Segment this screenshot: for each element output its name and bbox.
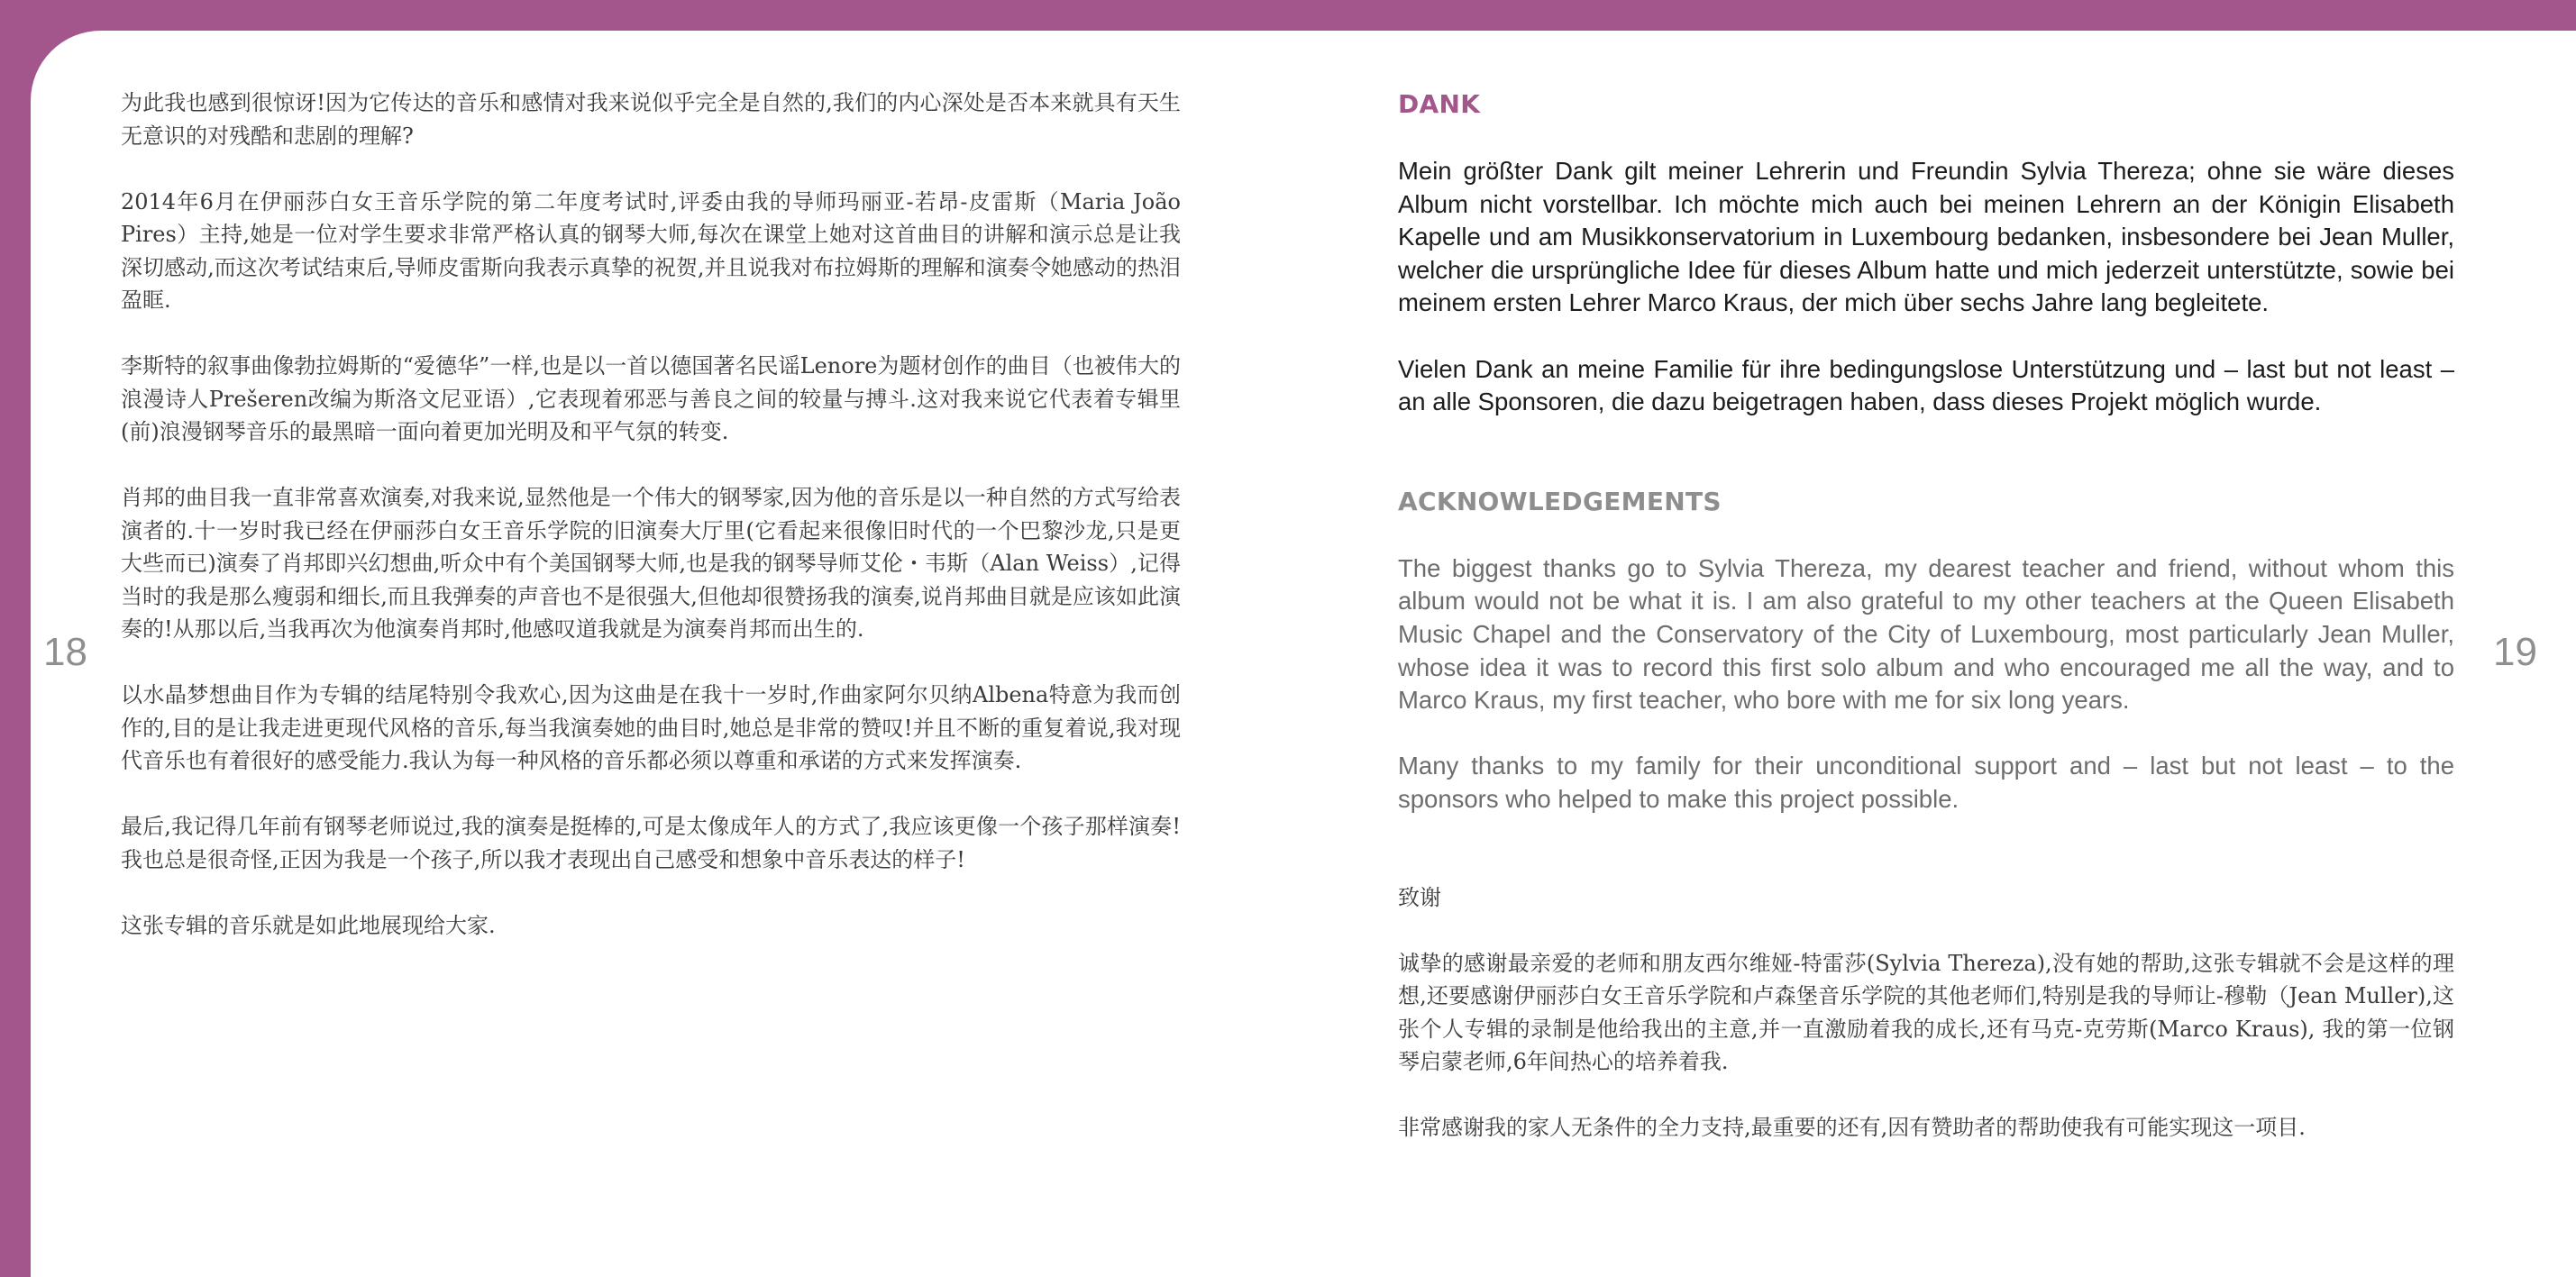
german-paragraph: Vielen Dank an meine Familie für ihre bedingungslose Unterstützung und – last but not least – an alle Sponsoren, die dazu beigetragen haben, dass dieses Projekt möglich wurde. — [1398, 354, 2454, 416]
english-paragraph: Many thanks to my family for their unconditional support and – last but not least – to the sponsors who helped to make this project possible. — [1398, 752, 2454, 813]
chinese-paragraph: 2014年6月在伊丽莎白女王音乐学院的第二年度考试时,评委由我的导师玛丽亚-若昂-皮雷斯（Maria João Pires）主持,她是一位对学生要求非常严格认真的钢琴大师,每次在课堂上她对这首曲目的讲解和演示总是让我深切感动,而这次考试结束后,导师皮雷斯向我表示真挚的祝贺,并且说我对布拉姆斯的理解和演奏令她感动的热泪盈眶. — [121, 188, 1181, 313]
chinese-heading: 致谢 — [1398, 884, 1441, 910]
chinese-paragraph: 为此我也感到很惊讶!因为它传达的音乐和感情对我来说似乎完全是自然的,我们的内心深处是否本来就具有天生无意识的对残酷和悲剧的理解? — [121, 90, 1181, 149]
right-page-column — [1398, 87, 2454, 1177]
english-paragraph: The biggest thanks go to Sylvia Thereza, my dearest teacher and friend, without whom this album would not be what it is. I am also grateful to my other teachers at the Queen Elisabeth Music Chapel and the Conservatory of the City of Luxembourg, most particularly Jean Muller, whose idea it was to record this first solo album and who encouraged me all the way, and to Marco Kraus, my first teacher, who bore with me for six long years. — [1398, 553, 2454, 715]
chinese-paragraph: 李斯特的叙事曲像勃拉姆斯的“爱德华”一样,也是以一首以德国著名民谣Lenore为题材创作的曲目（也被伟大的浪漫诗人Prešeren改编为斯洛文尼亚语）,它表现着邪恶与善良之间的较量与搏斗.这对我来说它代表着专辑里(前)浪漫钢琴音乐的最黑暗一面向着更加光明及和平气氛的转变. — [121, 353, 1181, 444]
chinese-acknowledgement-paragraph: 诚挚的感谢最亲爱的老师和朋友西尔维娅-特雷莎(Sylvia Thereza),没有她的帮助,这张专辑就不会是这样的理想,还要感谢伊丽莎白女王音乐学院和卢森堡音乐学院的其他老师们,特别是我的导师让-穆勒（Jean Muller),这张个人专辑的录制是他给我出的主意,并一直激励着我的成长,还有马克-克劳斯(Marco Kraus), 我的第一位钢琴启蒙老师,6年间热心的培养着我. — [1398, 950, 2454, 1074]
chinese-paragraph: 肖邦的曲目我一直非常喜欢演奏,对我来说,显然他是一个伟大的钢琴家,因为他的音乐是以一种自然的方式写给表演者的.十一岁时我已经在伊丽莎白女王音乐学院的旧演奏大厅里(它看起来很像旧时代的一个巴黎沙龙,只是更大些而已)演奏了肖邦即兴幻想曲,听众中有个美国钢琴大师,也是我的钢琴导师艾伦・韦斯（Alan Weiss）,记得当时的我是那么瘦弱和细长,而且我弹奏的声音也不是很强大,但他却很赞扬我的演奏,说肖邦曲目就是应该如此演奏的!从那以后,当我再次为他演奏肖邦时,他感叹道我就是为演奏肖邦而出生的. — [121, 485, 1181, 642]
chinese-paragraph: 这张专辑的音乐就是如此地展现给大家. — [121, 912, 496, 938]
chinese-paragraph: 以水晶梦想曲目作为专辑的结尾特别令我欢心,因为这曲是在我十一岁时,作曲家阿尔贝纳Albena特意为我而创作的,目的是让我走进更现代风格的音乐,每当我演奏她的曲目时,她总是非常的赞叹!并且不断的重复着说,我对现代音乐也有着很好的感受能力.我认为每一种风格的音乐都必须以尊重和承诺的方式来发挥演奏. — [121, 682, 1181, 773]
german-paragraph: Mein größter Dank gilt meiner Lehrerin und Freundin Sylvia Thereza; ohne sie wäre dieses Album nicht vorstellbar. Ich möchte mich auch bei meinen Lehrern an der Königin Elisabeth Kapelle und am Musikkonservatorium in Luxembourg bedanken, insbesondere bei Jean Muller, welcher die ursprüngliche Idee für dieses Album hatte und mich jederzeit unterstützte, sowie bei meinem ersten Lehrer Marco Kraus, der mich über sechs Jahre lang begleitete. — [1398, 157, 2454, 317]
page-number-left: 18 — [43, 630, 87, 674]
chinese-acknowledgement-paragraph: 非常感谢我的家人无条件的全力支持,最重要的还有,因有赞助者的帮助使我有可能实现这一项目. — [1398, 1115, 2306, 1140]
chinese-paragraph: 最后,我记得几年前有钢琴老师说过,我的演奏是挺棒的,可是太像成年人的方式了,我应该更像一个孩子那样演奏!我也总是很奇怪,正因为我是一个孩子,所以我才表现出自己感受和想象中音乐表达的样子! — [121, 814, 1181, 872]
page-number-right: 19 — [2493, 630, 2537, 674]
acknowledgements-heading: ACKNOWLEDGEMENTS — [1398, 486, 1722, 516]
left-page-column — [121, 87, 1181, 975]
dank-heading: DANK — [1398, 89, 1481, 119]
